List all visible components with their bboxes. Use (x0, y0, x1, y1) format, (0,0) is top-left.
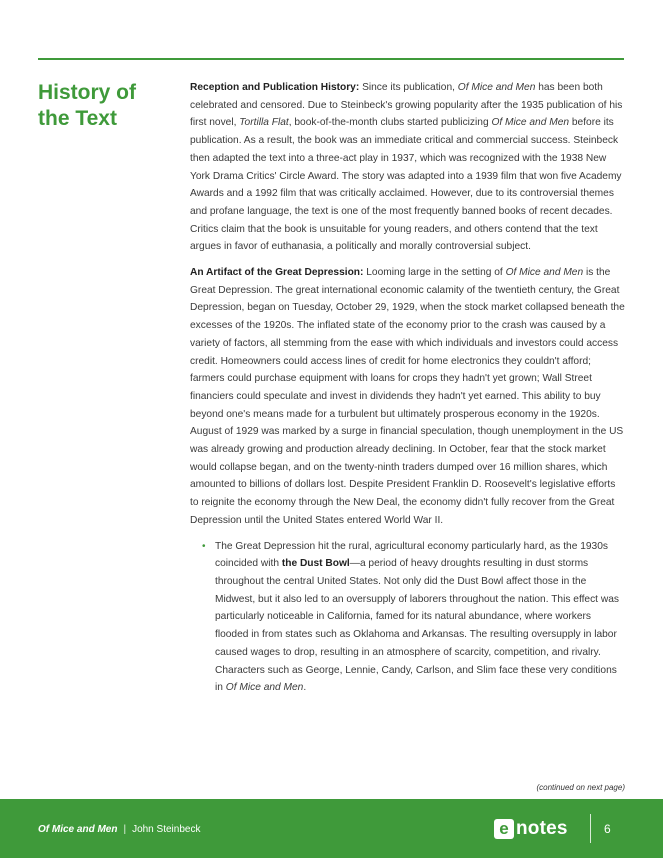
bullet-dot-icon: • (202, 540, 206, 552)
paragraph-text: has been both celebrated and censored. Due to Steinbeck's growing popularity after the 1935 publication of his first novel, (190, 82, 623, 129)
paragraph-text: , book-of-the-month clubs started publicizing (288, 117, 492, 129)
footer-bar (0, 799, 663, 858)
bullet-text: The Great Depression hit the rural, agricultural economy particularly hard, as the 1930s coincided with (215, 540, 608, 570)
book-title-italic: Of Mice and Men (457, 82, 536, 93)
enotes-e-icon: e (494, 819, 514, 839)
paragraph-text: before its publication. As a result, the book was an immediate critical and commercial success. Steinbeck then adapted the text into a three-act play in 1937, which was recognized with the 1938 New York Drama Critics' Circle Award. The story was adapted into a 1939 film that won five Academy Awards and a 1992 film that was critically acclaimed. However, due to its controversial themes and profane language, the text is one of the most frequently banned books of recent decades. Critics claim that the book is unsuitable for young readers, and others contend that the text argues in favor of euthanasia, a politically and morally controversial subject. (190, 117, 622, 253)
paragraph-lead: An Artifact of the Great Depression: (190, 267, 364, 279)
footer-author: John Steinbeck (132, 824, 201, 835)
page-number: 6 (604, 822, 611, 836)
book-title-italic: Of Mice and Men (225, 682, 304, 694)
section-title: History of the Text (38, 81, 137, 130)
main-content (190, 79, 625, 697)
book-title-italic: Of Mice and Men (505, 267, 584, 279)
paragraph-text: Since its publication, (359, 82, 458, 93)
footer-separator: | (123, 824, 127, 835)
bullet-list (190, 538, 625, 697)
enotes-logo[interactable] (494, 817, 568, 841)
paragraph-reception (190, 79, 625, 256)
bullet-text: . (303, 682, 307, 694)
enotes-logo-text: notes (516, 818, 568, 839)
bullet-item (202, 538, 625, 697)
bold-term: the Dust Bowl (281, 558, 350, 570)
book-title-italic: Tortilla Flat (239, 117, 289, 129)
footer-book-info (38, 824, 200, 835)
paragraph-text: is the Great Depression. The great international economic calamity of the twentieth century, the Great Depression, began on Tuesday, October 29, 1929, when the stock market collapsed beneath the excesses of the 1920s. The inflated state of the economy prior to the crash was caused by a variety of factors, all stemming from the ease with which individuals and investors could access credit. Homeowners could access lines of credit for home electronics they couldn't afford; farmers could purchase equipment with loans for crops they hadn't yet grown; Wall Street financiers could speculate and invest in dividends they hadn't yet earned. This ability to buy beyond one's means made for a turbulent but ultimately prosperous economy in the 1920s. August of 1929 was marked by a surge in financial speculation, though unemployment in the US was already growing and production already declining. In October, fear that the stock market would collapse began, and on the twenty-ninth traders dumped over 16 million shares, which amounted to billions of dollars lost. Despite President Franklin D. Roosevelt's legislative efforts to reignite the economy through the New Deal, the economy didn't fully recover from the Great Depression until the United States entered World War II. (190, 267, 625, 526)
footer-book-title: Of Mice and Men (38, 824, 118, 835)
paragraph-text: Looming large in the setting of (363, 267, 506, 279)
book-title-italic: Of Mice and Men (491, 117, 570, 129)
paragraph-lead: Reception and Publication History: (190, 82, 360, 93)
top-divider (38, 58, 624, 60)
bullet-text: —a period of heavy droughts resulting in dust storms throughout the central United States. Not only did the Dust Bowl affect those in the Midwest, but it also led to an oversupply of laborers throughout the nation. This effect was particularly noticeable in California, famed for its natural abundance, where workers flooded in from states such as Oklahoma and Arkansas. The resulting oversupply in labor caused wages to drop, resulting in an atmosphere of scarcity, competition, and rivalry. Characters such as George, Lennie, Candy, Carlson, and Slim face these very conditions in (215, 558, 619, 694)
continued-note: (continued on next page) (536, 783, 625, 792)
footer-divider (590, 814, 591, 843)
paragraph-depression (190, 264, 625, 530)
